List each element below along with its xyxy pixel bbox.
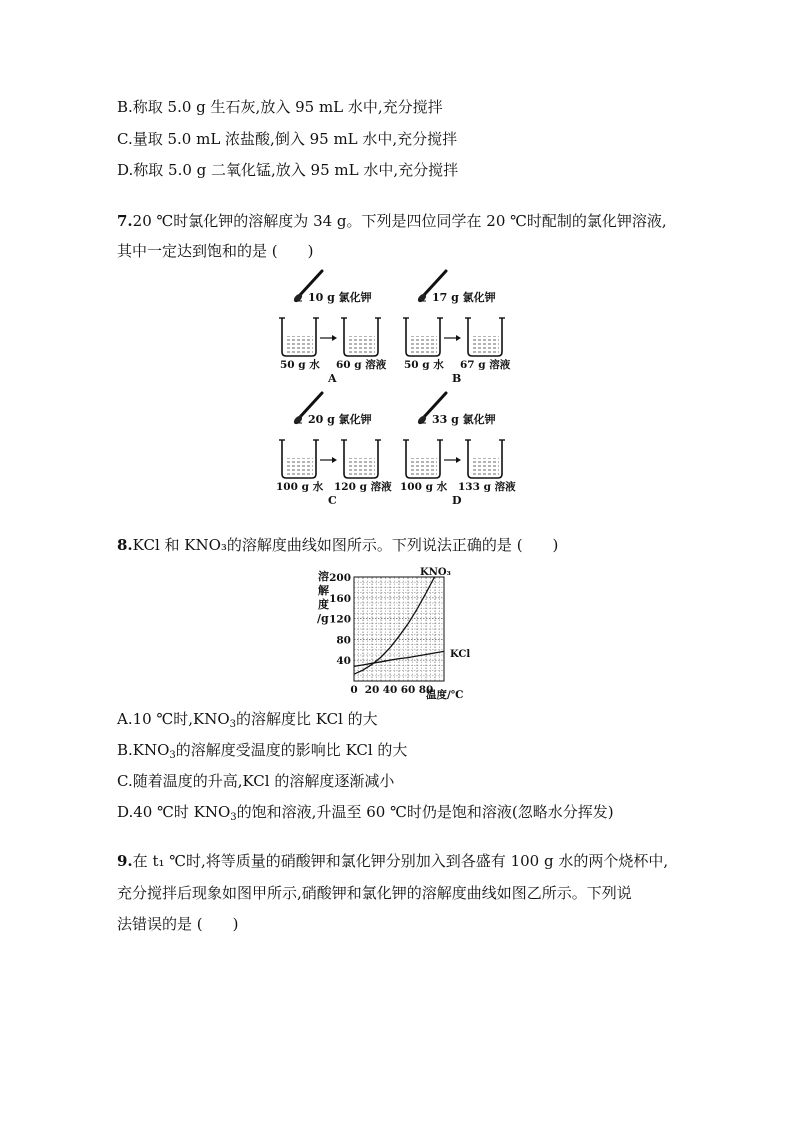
y-tick-label: 200 bbox=[329, 572, 351, 584]
panel-a-label: A bbox=[328, 372, 337, 385]
q9-stem-line1 bbox=[117, 852, 668, 870]
y-tick-label: 120 bbox=[329, 613, 351, 626]
panel-b-water: 50 g 水 bbox=[404, 359, 444, 371]
option-d-prev: D.称取 5.0 g 二氧化锰,放入 95 mL 水中,充分搅拌 bbox=[117, 161, 459, 179]
x-tick-label: 0 bbox=[350, 684, 358, 696]
q9-number: 9. bbox=[117, 852, 133, 870]
series-label-kcl: KCl bbox=[450, 648, 471, 660]
x-tick-label: 40 bbox=[382, 684, 398, 696]
q7-beaker-figure bbox=[270, 268, 530, 507]
beaker-icon bbox=[279, 440, 319, 478]
beaker-icon bbox=[403, 318, 443, 356]
arrow-icon bbox=[320, 335, 337, 341]
panel-d-water: 100 g 水 bbox=[400, 481, 448, 493]
option-c-prev: C.量取 5.0 mL 浓盐酸,倒入 95 mL 水中,充分搅拌 bbox=[117, 130, 458, 148]
q9-text-line1: 在 t₁ ℃时,将等质量的硝酸钾和氯化钾分别加入到各盛有 100 g 水的两个烧杯中, bbox=[132, 852, 669, 870]
x-tick-label: 60 bbox=[400, 684, 416, 696]
q8-text: KCl 和 KNO₃的溶解度曲线如图所示。下列说法正确的是 ( ) bbox=[132, 536, 559, 554]
q9-stem-line3: 法错误的是 ( ) bbox=[117, 915, 239, 933]
y-label-3: 度 bbox=[318, 598, 329, 611]
x-tick-label: 80 bbox=[418, 684, 434, 696]
y-tick-label: 160 bbox=[329, 592, 351, 605]
q9-stem-line2: 充分搅拌后现象如图甲所示,硝酸钾和氯化钾的溶解度曲线如图乙所示。下列说 bbox=[117, 884, 632, 902]
beaker-icon bbox=[403, 440, 443, 478]
panel-c-added: 20 g 氯化钾 bbox=[308, 413, 372, 426]
x-tick-label: 20 bbox=[364, 684, 380, 696]
panel-d-added: 33 g 氯化钾 bbox=[432, 413, 496, 426]
q8-option-d: D.40 ℃时 $KNO_3$的饱和溶液,升温至 60 ℃时仍是饱和溶液(忽略水分挥发) bbox=[117, 803, 614, 823]
beaker-icon bbox=[279, 318, 319, 356]
solubility-chart bbox=[312, 564, 487, 702]
option-b-prev: B.称取 5.0 g 生石灰,放入 95 mL 水中,充分搅拌 bbox=[117, 98, 443, 116]
beaker-icon bbox=[341, 440, 381, 478]
q7-number: 7. bbox=[117, 212, 133, 230]
y-tick-label: 80 bbox=[336, 634, 351, 647]
series-label-kno3: KNO₃ bbox=[420, 567, 451, 578]
panel-b-label: B bbox=[452, 372, 462, 385]
panel-b-solution: 67 g 溶液 bbox=[460, 359, 511, 371]
q8-option-a: A.10 ℃时$,KNO_3$的溶解度比 KCl 的大 bbox=[117, 710, 378, 730]
beaker-icon bbox=[465, 440, 505, 478]
arrow-icon bbox=[320, 457, 337, 463]
panel-a-water: 50 g 水 bbox=[280, 359, 320, 371]
panel-b bbox=[403, 271, 511, 385]
x-axis-label: 温度/℃ bbox=[426, 689, 464, 701]
panel-c-water: 100 g 水 bbox=[276, 481, 324, 493]
q7-stem-line1 bbox=[117, 212, 667, 230]
y-label-4: /g bbox=[317, 612, 329, 625]
panel-c-solution: 120 g 溶液 bbox=[334, 481, 392, 493]
arrow-icon bbox=[444, 335, 461, 341]
q7-text-line1: 20 ℃时氯化钾的溶解度为 34 g。下列是四位同学在 20 ℃时配制的氯化钾溶液, bbox=[132, 212, 667, 230]
arrow-icon bbox=[444, 457, 461, 463]
panel-a-solution: 60 g 溶液 bbox=[336, 359, 387, 371]
q8-option-c: C.随着温度的升高,KCl 的溶解度逐渐减小 bbox=[117, 772, 395, 790]
q8-stem bbox=[117, 536, 558, 554]
q7-stem-line2: 其中一定达到饱和的是 ( ) bbox=[117, 242, 314, 260]
y-label-2: 解 bbox=[318, 584, 329, 597]
y-label-1: 溶 bbox=[318, 570, 329, 583]
panel-b-added: 17 g 氯化钾 bbox=[432, 291, 496, 304]
panel-d-solution: 133 g 溶液 bbox=[458, 481, 516, 493]
q8-option-b: $B.KNO_3$的溶解度受温度的影响比 KCl 的大 bbox=[117, 741, 408, 761]
panel-d-label: D bbox=[452, 494, 462, 507]
panel-c-label: C bbox=[328, 494, 337, 507]
q8-number: 8. bbox=[117, 536, 133, 554]
panel-c bbox=[276, 393, 392, 507]
panel-a bbox=[279, 271, 387, 385]
beaker-icon bbox=[465, 318, 505, 356]
panel-d bbox=[400, 393, 516, 507]
panel-a-added: 10 g 氯化钾 bbox=[308, 291, 372, 304]
y-tick-label: 40 bbox=[336, 655, 351, 668]
beaker-icon bbox=[341, 318, 381, 356]
